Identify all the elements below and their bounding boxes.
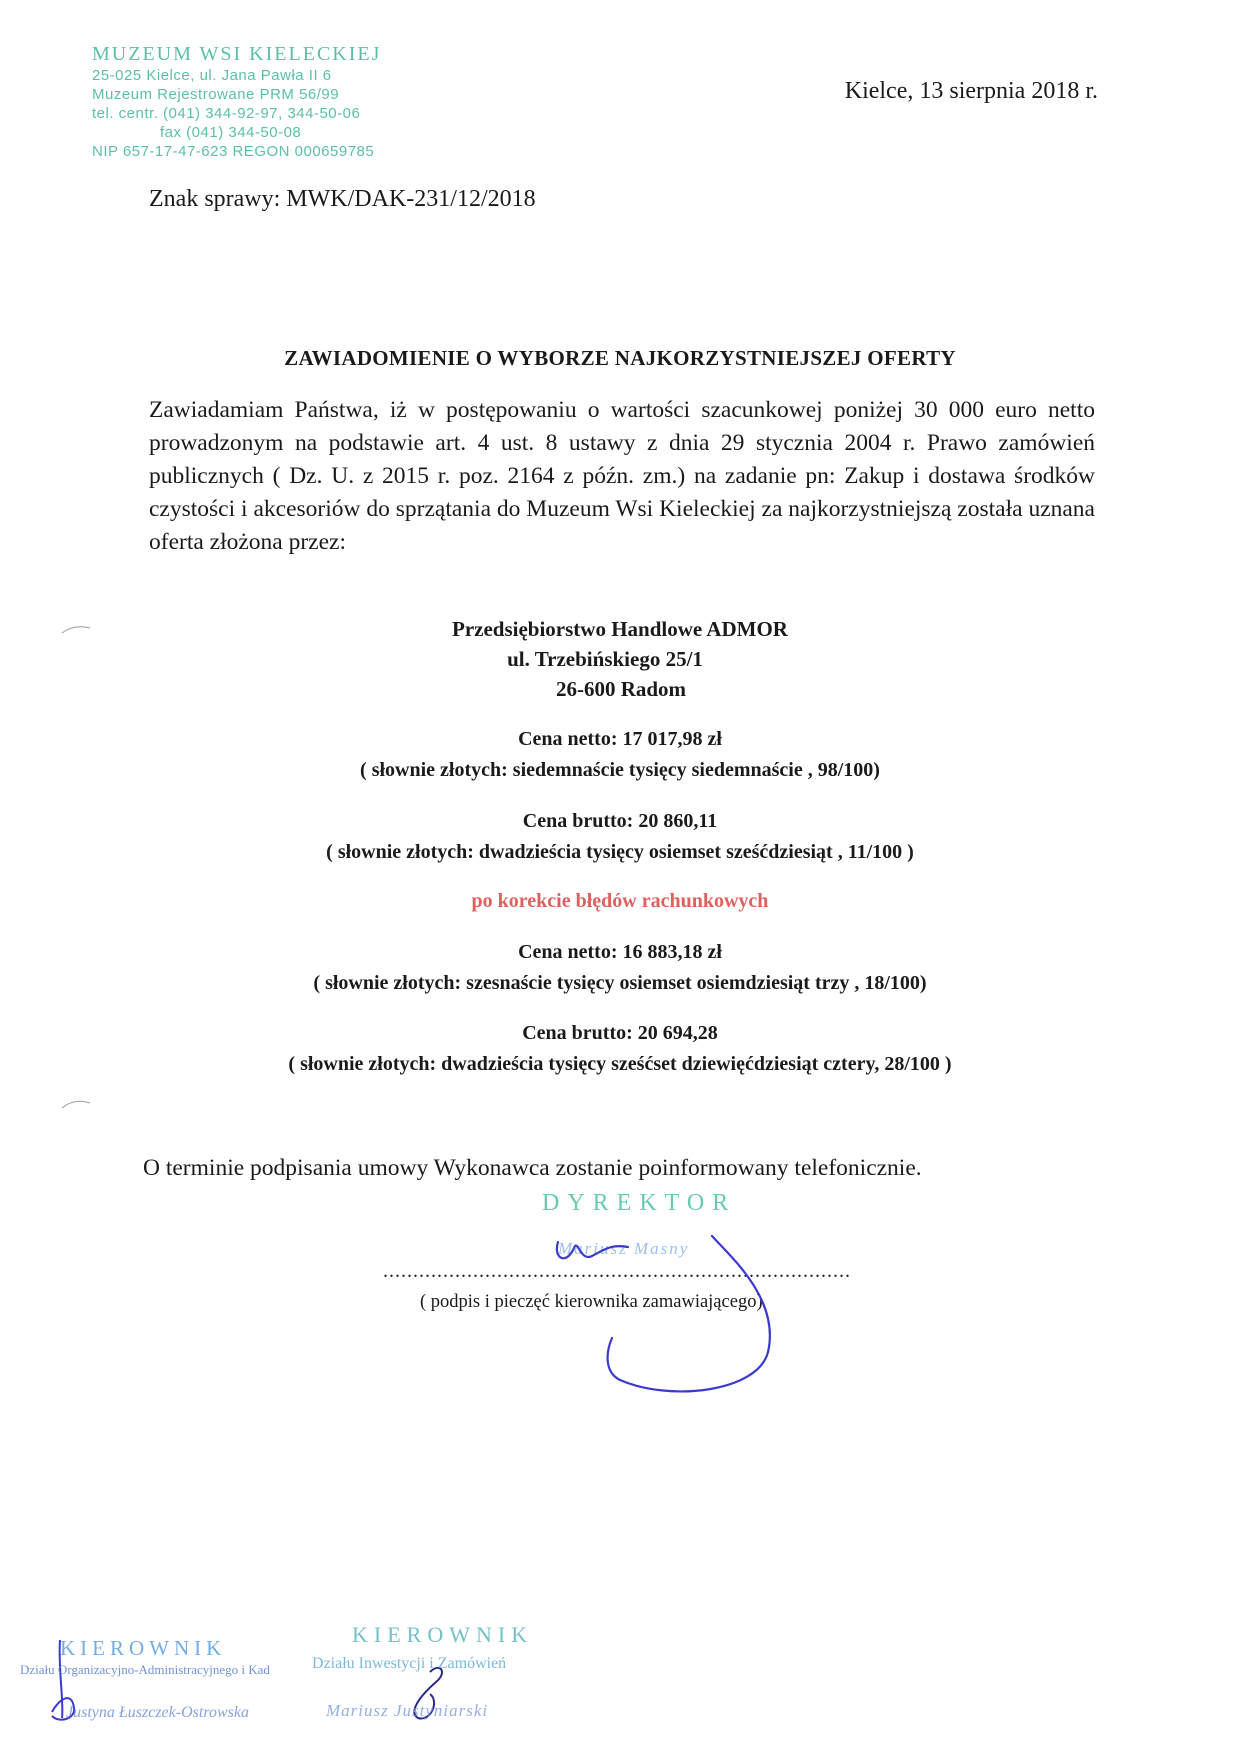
price-label: Cena netto: 16 883,18 zł [518,941,722,963]
left-manager-stamp-name: Justyna Łuszczek-Ostrowska [66,1704,249,1721]
price-brutto-after [0,1018,1240,1080]
museum-name: MUZEUM WSI KIELECKIEJ [92,43,382,65]
correction-note: po korekcie błędów rachunkowych [471,890,769,912]
document-date: Kielce, 13 sierpnia 2018 r. [844,78,1098,104]
company-street: ul. Trzebińskiego 25/1 [507,647,703,671]
case-reference: Znak sprawy: MWK/DAK-231/12/2018 [149,186,536,212]
price-words: ( słownie złotych: dwadzieścia tysięcy sześćset dziewięćdziesiąt cztery, 28/100 ) [288,1053,952,1075]
right-manager-stamp-name: Mariusz Justyniarski [326,1701,489,1720]
intro-paragraph [149,394,1095,559]
price-brutto-before [0,806,1240,868]
company-block [0,614,1240,704]
price-label: Cena brutto: 20 694,28 [522,1022,718,1044]
price-words: ( słownie złotych: dwadzieścia tysięcy osiemset sześćdziesiąt , 11/100 ) [326,841,914,863]
right-manager-stamp-title: KIEROWNIK [352,1622,534,1647]
museum-registration: Muzeum Rejestrowane PRM 56/99 [92,86,340,103]
price-label: Cena netto: 17 017,98 zł [518,728,722,750]
right-manager-stamp-dept: Działu Inwestycji i Zamówień [312,1655,507,1672]
director-stamp-name: Mariusz Masny [558,1239,690,1258]
left-manager-stamp-dept: Działu Organizacyjno-Administracyjnego i Kad [20,1662,270,1677]
closing-sentence: O terminie podpisania umowy Wykonawca zostanie poinformowany telefonicznie. [143,1155,922,1181]
intro-text: Zawiadamiam Państwa, iż w postępowaniu o wartości szacunkowej poniżej 30 000 euro netto prowadzonym na podstawie art. 4 ust. 8 ustawy z dnia 29 stycznia 2004 r. Prawo zamówień publicznych ( Dz. U. z 2015 r. poz. 2164 z późn. zm.) na zadanie pn: Zakup i dostawa środków czystości i akcesoriów do sprzątania do Muzeum Wsi Kieleckiej za najkorzystniejszą została uznana oferta złożona przez: [149,397,1095,555]
price-label: Cena brutto: 20 860,11 [522,810,718,832]
price-netto-before [0,724,1240,786]
museum-ids: NIP 657-17-47-623 REGON 000659785 [92,143,375,160]
signature-caption: ( podpis i pieczęć kierownika zamawiającego) [420,1292,763,1312]
museum-phone: tel. centr. (041) 344-92-97, 344-50-06 [92,105,361,122]
document-title: ZAWIADOMIENIE O WYBORZE NAJKORZYSTNIEJSZEJ OFERTY [284,346,956,370]
left-manager-stamp-title: KIEROWNIK [60,1636,227,1660]
price-words: ( słownie złotych: szesnaście tysięcy osiemset osiemdziesiąt trzy , 18/100) [313,972,927,994]
company-city: 26-600 Radom [555,677,687,701]
museum-address: 25-025 Kielce, ul. Jana Pawła II 6 [92,67,332,84]
museum-fax: fax (041) 344-50-08 [160,124,302,141]
company-name: Przedsiębiorstwo Handlowe ADMOR [452,617,788,641]
signature-line: .............................................................................. [383,1260,851,1282]
letterhead-stamp [92,42,412,161]
price-words: ( słownie złotych: siedemnaście tysięcy siedemnaście , 98/100) [360,759,880,781]
price-netto-after [0,937,1240,999]
director-stamp-title: DYREKTOR [542,1190,737,1216]
